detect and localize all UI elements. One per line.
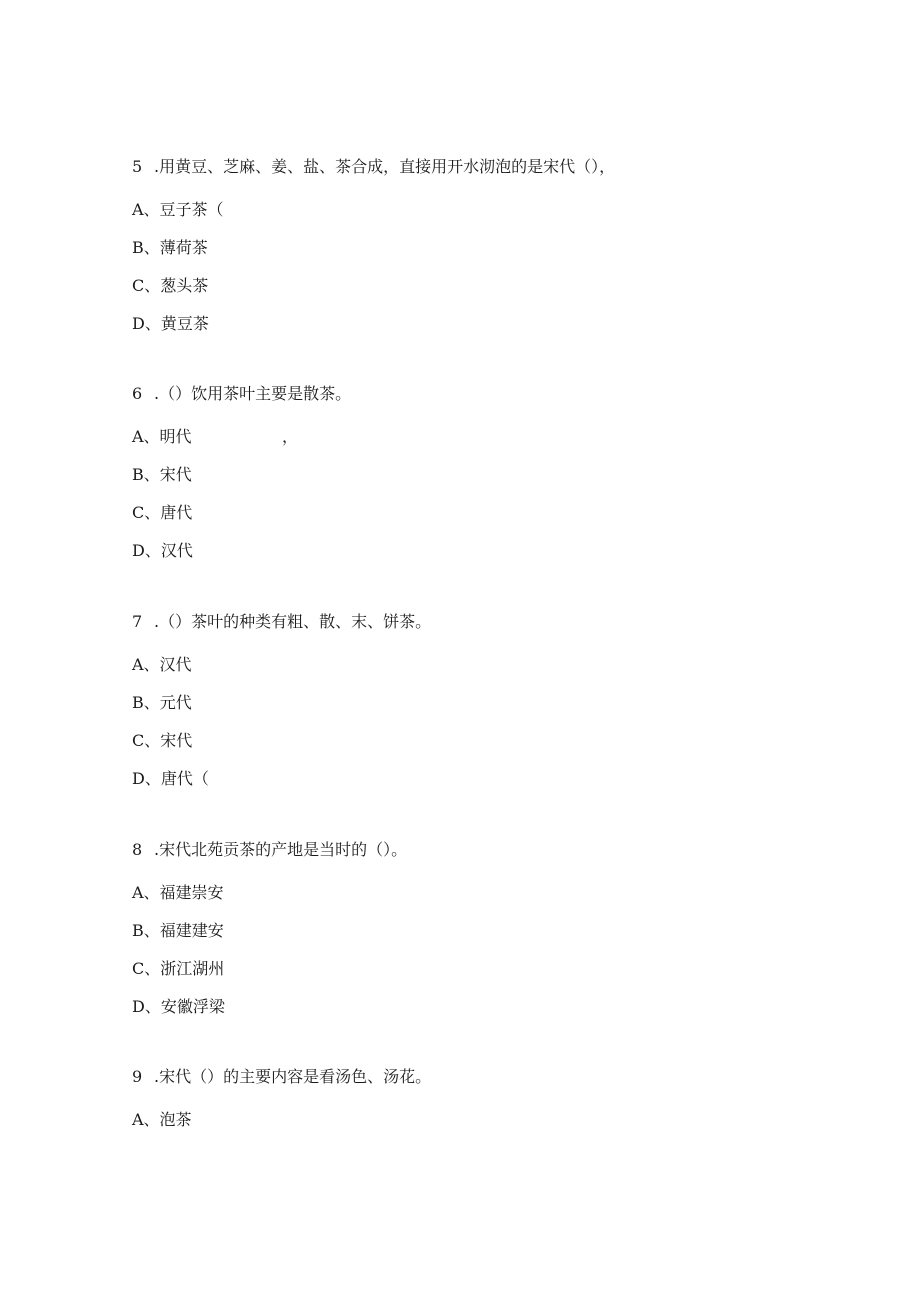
- question-5: [132, 157, 852, 334]
- question-stem: [132, 612, 852, 632]
- option-d: D、汉代: [132, 541, 193, 560]
- question-number: 6: [132, 384, 143, 403]
- option-a: A、泡茶: [132, 1110, 192, 1129]
- question-text: .（）饮用茶叶主要是散茶。: [154, 384, 352, 403]
- question-number: 7: [132, 612, 143, 631]
- question-number: 9: [132, 1067, 143, 1086]
- option-d: D、安徽浮梁: [132, 997, 225, 1016]
- question-text: .（）茶叶的种类有粗、散、末、饼茶。: [154, 612, 432, 631]
- question-text: .宋代（）的主要内容是看汤色、汤花。: [154, 1067, 432, 1086]
- question-number: 5: [132, 157, 143, 176]
- option-b: B、福建建安: [132, 921, 224, 940]
- question-text: .用黄豆、芝麻、姜、盐、茶合成，直接用开水沏泡的是宋代（），: [154, 157, 616, 176]
- option-a: [132, 427, 852, 447]
- option-c: C、宋代: [132, 731, 193, 750]
- question-stem: [132, 1067, 852, 1087]
- option-b: B、宋代: [132, 465, 192, 484]
- option-d: D、唐代（: [132, 769, 209, 788]
- option-b: B、元代: [132, 693, 192, 712]
- question-8: [132, 840, 852, 1017]
- question-stem: [132, 384, 852, 404]
- option-a: A、豆子茶（: [132, 200, 224, 219]
- option-d: D、黄豆茶: [132, 314, 209, 333]
- question-7: [132, 612, 852, 789]
- question-text: .宋代北苑贡茶的产地是当时的（）。: [154, 840, 408, 859]
- option-a-text: A、明代: [132, 427, 192, 446]
- option-a: A、福建崇安: [132, 883, 224, 902]
- question-stem: [132, 157, 852, 177]
- question-number: 8: [132, 840, 143, 859]
- option-c: C、唐代: [132, 503, 193, 522]
- question-6: [132, 384, 852, 561]
- option-c: C、浙江湖州: [132, 959, 225, 978]
- stray-mark: ，: [282, 427, 299, 446]
- question-9: [132, 1067, 852, 1130]
- question-stem: [132, 840, 852, 860]
- option-b: B、薄荷茶: [132, 238, 208, 257]
- option-c: C、葱头茶: [132, 276, 209, 295]
- option-a: A、汉代: [132, 655, 192, 674]
